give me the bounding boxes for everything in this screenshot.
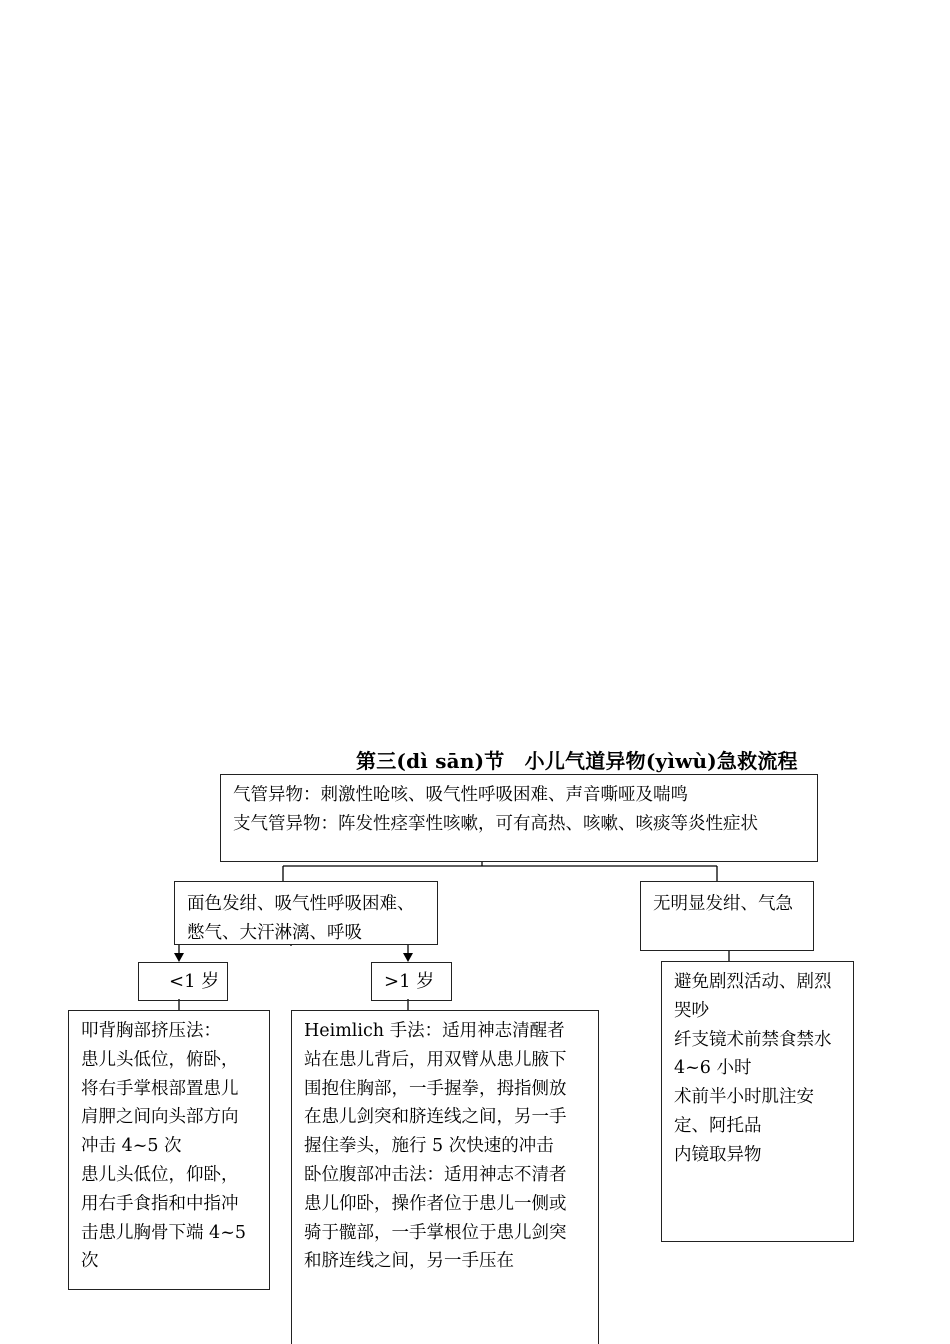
arrowhead-under1 (174, 953, 184, 962)
symptoms-bronchial: 支气管异物：阵发性痉挛性咳嗽，可有高热、咳嗽、咳痰等炎性症状 (233, 813, 758, 834)
mild-signs-text: 无明显发绀、气急 (653, 894, 793, 914)
child-method-box (291, 1010, 599, 1344)
age-over-1-box (371, 962, 452, 1001)
age-under-1-box (138, 962, 228, 1001)
infant-method-step-2: 患儿头低位，仰卧，用右手食指和中指冲击患儿胸骨下端 4~5 次 (81, 1164, 252, 1272)
infant-method-heading: 叩背胸部挤压法： (81, 1021, 221, 1041)
age-under-1-label: <1 岁 (169, 971, 220, 992)
infant-method-step-1: 患儿头低位，俯卧，将右手掌根部置患儿肩胛之间向头部方向冲击 4~5 次 (81, 1049, 239, 1157)
child-method-supine-heading: 卧位腹部冲击法：适用神志不清者 (304, 1164, 567, 1185)
care-endoscopy: 内镜取异物 (674, 1144, 762, 1165)
care-premedication: 术前半小时肌注安定、阿托品 (674, 1087, 814, 1136)
severe-signs-box (174, 881, 438, 945)
mild-care-box (661, 961, 854, 1242)
severe-signs-text: 面色发绀、吸气性呼吸困难、憋气、大汗淋漓、呼吸 (187, 894, 415, 943)
child-method-heimlich-steps: 站在患儿背后，用双臂从患儿腋下围抱住胸部，一手握拳，拇指侧放在患儿剑突和脐连线之间，另一手握住拳头，施行 5 次快速的冲击 (304, 1049, 567, 1157)
mild-signs-box (640, 881, 814, 951)
child-method-supine-steps: 患儿仰卧，操作者位于患儿一侧或骑于髋部，一手掌根位于患儿剑突和脐连线之间，另一手压在 (304, 1193, 567, 1272)
arrowhead-over1 (403, 953, 413, 962)
symptoms-box (220, 774, 818, 862)
age-over-1-label: >1 岁 (384, 971, 435, 992)
care-fasting: 纤支镜术前禁食禁水 4~6 小时 (674, 1029, 838, 1079)
symptoms-tracheal: 气管异物：刺激性呛咳、吸气性呼吸困难、声音嘶哑及喘鸣 (233, 785, 688, 805)
child-method-heimlich-heading: Heimlich 手法：适用神志清醒者 (304, 1021, 565, 1041)
infant-method-box (68, 1010, 270, 1290)
care-avoid-activity: 避免剧烈活动、剧烈哭吵 (674, 972, 832, 1021)
page-title: 第三(dì sān)节 小儿气道异物(yìwù)急救流程 (356, 749, 798, 773)
